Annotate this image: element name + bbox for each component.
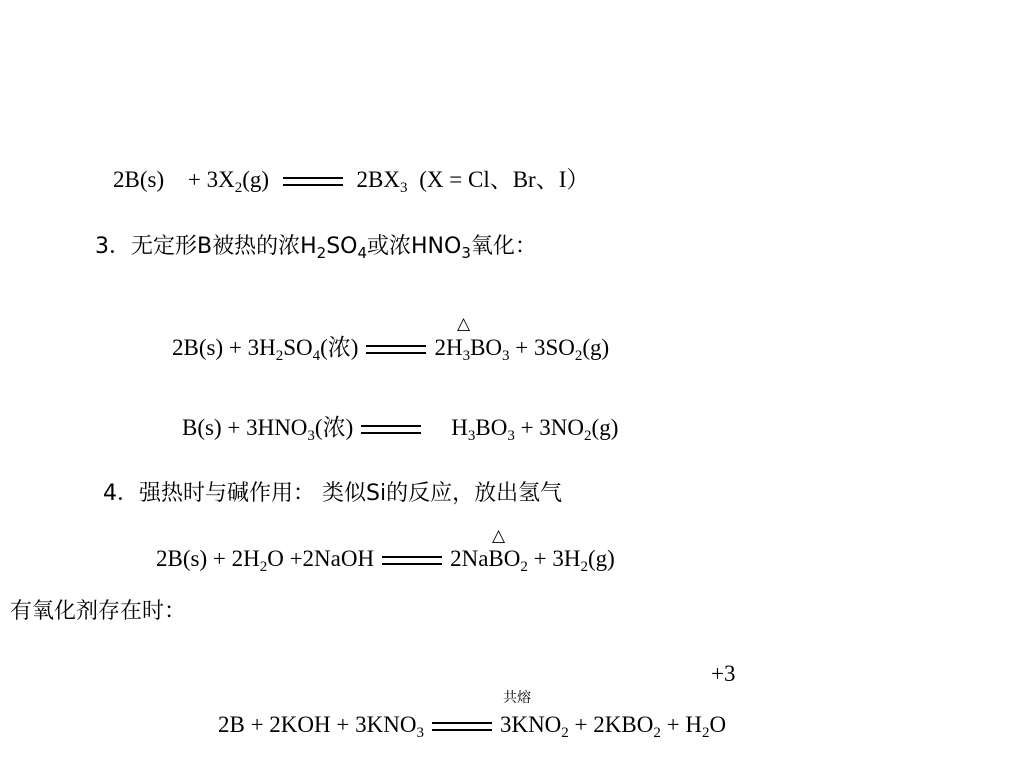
fusion-condition-label: 共熔 [503, 690, 531, 706]
oxidant-heading: 有氧化剂存在时： [10, 599, 187, 624]
equation-boron-sulfuric [172, 335, 610, 364]
lhs: $2B(s) + 3H_2SO_4$(浓) [172, 335, 359, 364]
oxidation-state-label: +3 [711, 661, 736, 686]
item-4-heading: 4．强热时与碱作用： 类似Si的反应，放出氢气 [103, 481, 563, 506]
rhs: $2H_3BO_3 + 3SO_2(g)$ [434, 335, 610, 364]
heat-condition-icon: △ [457, 314, 471, 334]
equation-boron-fusion [218, 712, 727, 741]
item-3-heading: 3．无定形B被热的浓$H_2SO_4$或浓$HNO_3$氧化： [95, 234, 537, 262]
rhs: 2NaBO$_2$ + $3H_2(g)$ [450, 546, 615, 575]
lhs: $B(s) + 3HNO_3$(浓) [182, 415, 354, 444]
equals-sign [432, 722, 492, 731]
rhs: $3KNO_2 + 2KBO_2 + H_2O$ [499, 712, 727, 741]
reactant-halogen: + $3X_2(g)$ [187, 167, 270, 196]
product: $2BX_3$ [356, 167, 408, 196]
equals-sign [283, 177, 343, 186]
equals-sign [361, 425, 421, 434]
halogen-note: (X = Cl、Br、I） [419, 167, 590, 192]
equation-boron-nitric [182, 415, 619, 444]
lhs: $2B + 2KOH + 3KNO_3$ [218, 712, 424, 741]
equals-sign [366, 345, 426, 354]
equals-sign [382, 556, 442, 565]
lhs: $2B(s) + 2H_2O$ +2NaOH [156, 546, 375, 575]
equation-boron-alkali [156, 546, 615, 575]
reactant: 2B(s) [113, 167, 165, 192]
equation-boron-halogen [113, 167, 590, 196]
heat-condition-icon: △ [492, 526, 506, 546]
rhs: $H_3BO_3 + 3NO_2(g)$ [451, 415, 619, 444]
